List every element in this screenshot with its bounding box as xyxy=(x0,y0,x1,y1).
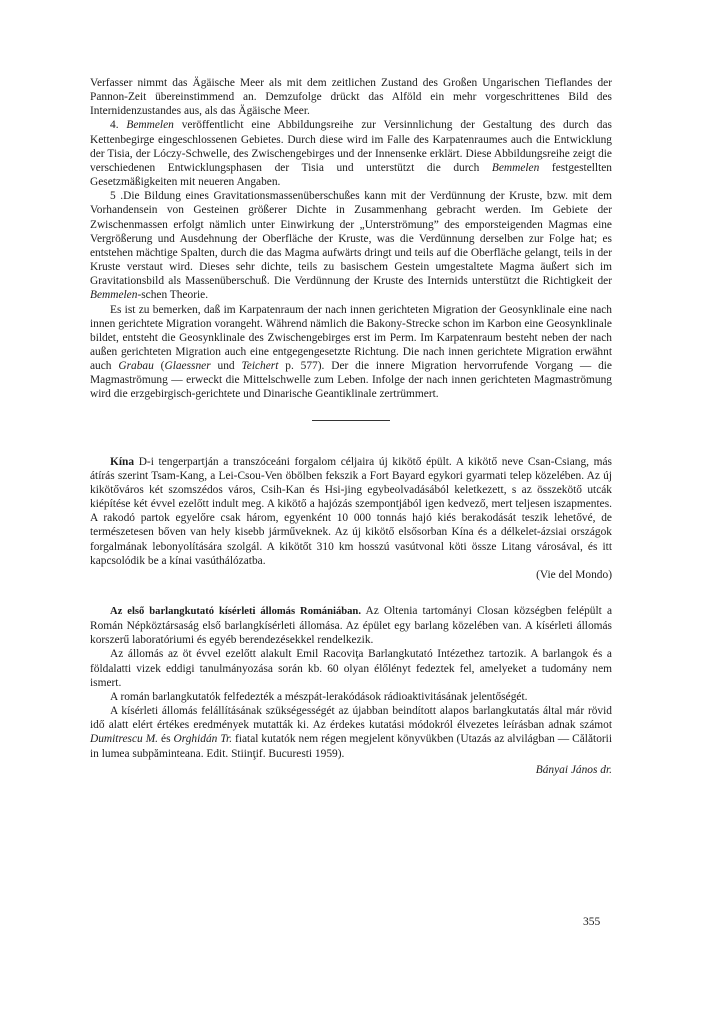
author-name: Bemmelen xyxy=(491,161,540,174)
barlang-paragraph-1-text: Az Oltenia tartományi Closan községben felépült a Román Népköztársaság első barlangkísérleti állomása. Az épület egy barlang közelében van. A kísérleti állomás korszerű laboratóriumi és egyéb berendezésekkel rendelkezik. xyxy=(90,605,613,647)
barlang-title: Az első barlangkutató kísérleti állomás Romániában. xyxy=(110,606,361,617)
german-paragraph-4-text: Es ist zu bemerken, daß im Karpatenraum der nach innen gerichteten Migration der Geosynklinale eine nach innen gerichtete Migration vorangeht. Während nämlich die Bakony-Strecke schon im Karbon eine Geosynklinale bildet, entsteht die Geosynklinale des Zwischengebirges erst im Perm. Im Karpatenraum besteht neben der nach außen gerichteten Migration auch eine entgegengesetzte Richtung. Die nach innen gerichtete Migration erwähnt auch xyxy=(90,303,612,373)
german-paragraph-2-text-end: festgestellten Gesetzmäßigkeiten mit neueren Angaben. xyxy=(90,161,612,189)
german-paragraph-4-text-end: p. 577). Der die innere Migration hervorrufende Vorgang — die Magmaströmung — erweckt die Mittelschwelle zum Leben. Infolge der nach innen gerichteten Magmaströmung wird die erzgebirgisch-gerichtete und Dinarische Geantiklinale zertrümmert. xyxy=(90,360,612,401)
kina-section xyxy=(90,455,612,582)
author-name: Bemmelen xyxy=(126,119,174,132)
german-paragraph-4 xyxy=(90,303,612,402)
german-paragraph-2-text: veröffentlicht eine Abbildungsreihe zur Versinnlichung der Gestaltung des durch das Kettenbegirge eingeschlossenen Gebietes. Durch diese wird im Falle des Karpatenraumes auch die Entwicklung der Tisia, der Lóczy-Schwelle, des Zwischengebirges und der Innensenke erklärt. Diese Abbildungsreihe zeigt die verschiedenen Entwicklungsphasen der Tisia und unterstützt die durch xyxy=(90,119,612,174)
author-name: Orghidán Tr. xyxy=(173,733,233,746)
author-name: Grabau xyxy=(118,360,154,373)
german-section xyxy=(90,76,612,402)
item-number-4: 4. xyxy=(110,119,119,132)
german-paragraph-3-text: 5 .Die Bildung eines Gravitationsmassenüberschußes kann mit der Verdünnung der Kruste, bzw. mit dem Vorhandensein von Gesteinen größerer Dichte in Zusammenhang gebracht werden. Im Gebiete der Zwischenmassen erfolgt nämlich unter Einwirkung der „Unterströmung” des emporsteigenden Magmas eine Vergrößerung und Ausdehnung der Oberfläche der Kruste, was die Verdünnung derselben zur Folge hat; es entstehen mächtige Spalten, durch die das Magma aufwärts dringt und teils auf die Oberfläche gelangt, teils in der Kruste verstaut wird. Dieses sehr dichte, teils zu basischem Gestein umgestaltete Magma äußert sich im Gravitationsbild als Massenüberschuß. Die Verdünnung der Kruste des Internids unterstützt die Richtigkeit der xyxy=(90,190,612,288)
barlang-paragraph-4-text: A kísérleti állomás felállításának szükségességét az újabban beindított alapos barlangkutatás által már rövid idő alatt elért értékes eredmények mutatták ki. Az érdekes kutatási módokról élvezetes leírásban adnak számot xyxy=(90,705,612,732)
conjunction: und xyxy=(210,360,242,373)
author-name: Bemmelen xyxy=(90,289,138,302)
author-name: Dumitrescu M. xyxy=(90,733,159,746)
conjunction: és xyxy=(158,733,174,746)
barlang-paragraph-3 xyxy=(90,690,612,704)
barlang-section xyxy=(90,604,612,777)
german-paragraph-3 xyxy=(90,189,612,302)
barlang-paragraph-4 xyxy=(90,704,612,761)
kina-paragraph-text: D-i tengerpartján a transzóceáni forgalom céljaira új kikötő épült. A kikötő neve Csan-Csiang, más átírás szerint Tsam-Kang, a Lei-Csou-Ven öbölben fekszik a Fort Bayard egykori gyarmati telep közelében. Az új kikötőváros két szomszédos város, Csih-Kan és Hsi-jing egybeolvadásából keletkezett, s az összekötő utcák kiépítése két évvel ezelőtt indult meg. A kikötő a hajózás szempontjából igen kedvező, mert teljesen iszapmentes. A rakodó partok egyelőre csak három, egyenként 10 000 tonnás hajó kiés berakodását teszik lehetővé, de természetesen bőven van hely kisebb járműveknek. Az új kikötő elsősorban Kína és a délkelet-ázsiai országok forgalmának lebonyolítására szolgál. A kikötőt 310 km hosszú vasútvonal köti össze Litang városával, és itt kapcsolódik be a kínai vasúthálózatba. xyxy=(90,455,612,567)
author-signature xyxy=(90,763,612,777)
german-paragraph-1-text: Verfasser nimmt das Ägäische Meer als mit dem zeitlichen Zustand des Großen Ungarischen Tieflandes der Pannon-Zeit übereinstimmend an. Demzufolge drückt das Alföld ein mehr vorgeschrittenes Bild des Internidenzustandes aus, als das Ägäische Meer. xyxy=(90,77,612,118)
kina-source xyxy=(90,568,612,582)
kina-source-text: (Vie del Mondo) xyxy=(536,568,612,581)
kina-lead-word: Kína xyxy=(110,455,135,468)
barlang-paragraph-2-text: Az állomás az öt évvel ezelőtt alakult Emil Racoviţa Barlangkutató Intézethez tartozik. A barlangok és a földalatti vizek eddigi tanulmányozása során kb. 60 olyan élőlényt fedeztek fel, amelyeket a tudomány nem ismert. xyxy=(90,648,612,689)
german-paragraph-2 xyxy=(90,118,612,189)
document-page xyxy=(90,76,612,777)
barlang-paragraph-1 xyxy=(90,604,612,647)
barlang-paragraph-3-text: A román barlangkutatók felfedezték a mészpát-lerakódások rádioaktivitásának jelentőségét. xyxy=(110,690,528,703)
german-paragraph-3-text-end: -schen Theorie. xyxy=(137,289,209,302)
page-number: 355 xyxy=(583,916,601,928)
author-signature-text: Bányai János dr. xyxy=(535,763,612,776)
author-name: Glaessner xyxy=(164,360,211,373)
author-name: Teichert xyxy=(241,360,279,373)
kina-paragraph xyxy=(90,455,612,568)
barlang-paragraph-2 xyxy=(90,647,612,689)
barlang-paragraph-4-text-end: fiatal kutatók nem régen megjelent könyvükben (Utazás az alvilágban — Călătorii in lumea subpăminteana. Edit. Stiinţif. Bucuresti 1959). xyxy=(90,733,613,760)
section-divider xyxy=(312,420,390,421)
paren-open: ( xyxy=(153,360,165,373)
german-paragraph-1 xyxy=(90,76,612,118)
